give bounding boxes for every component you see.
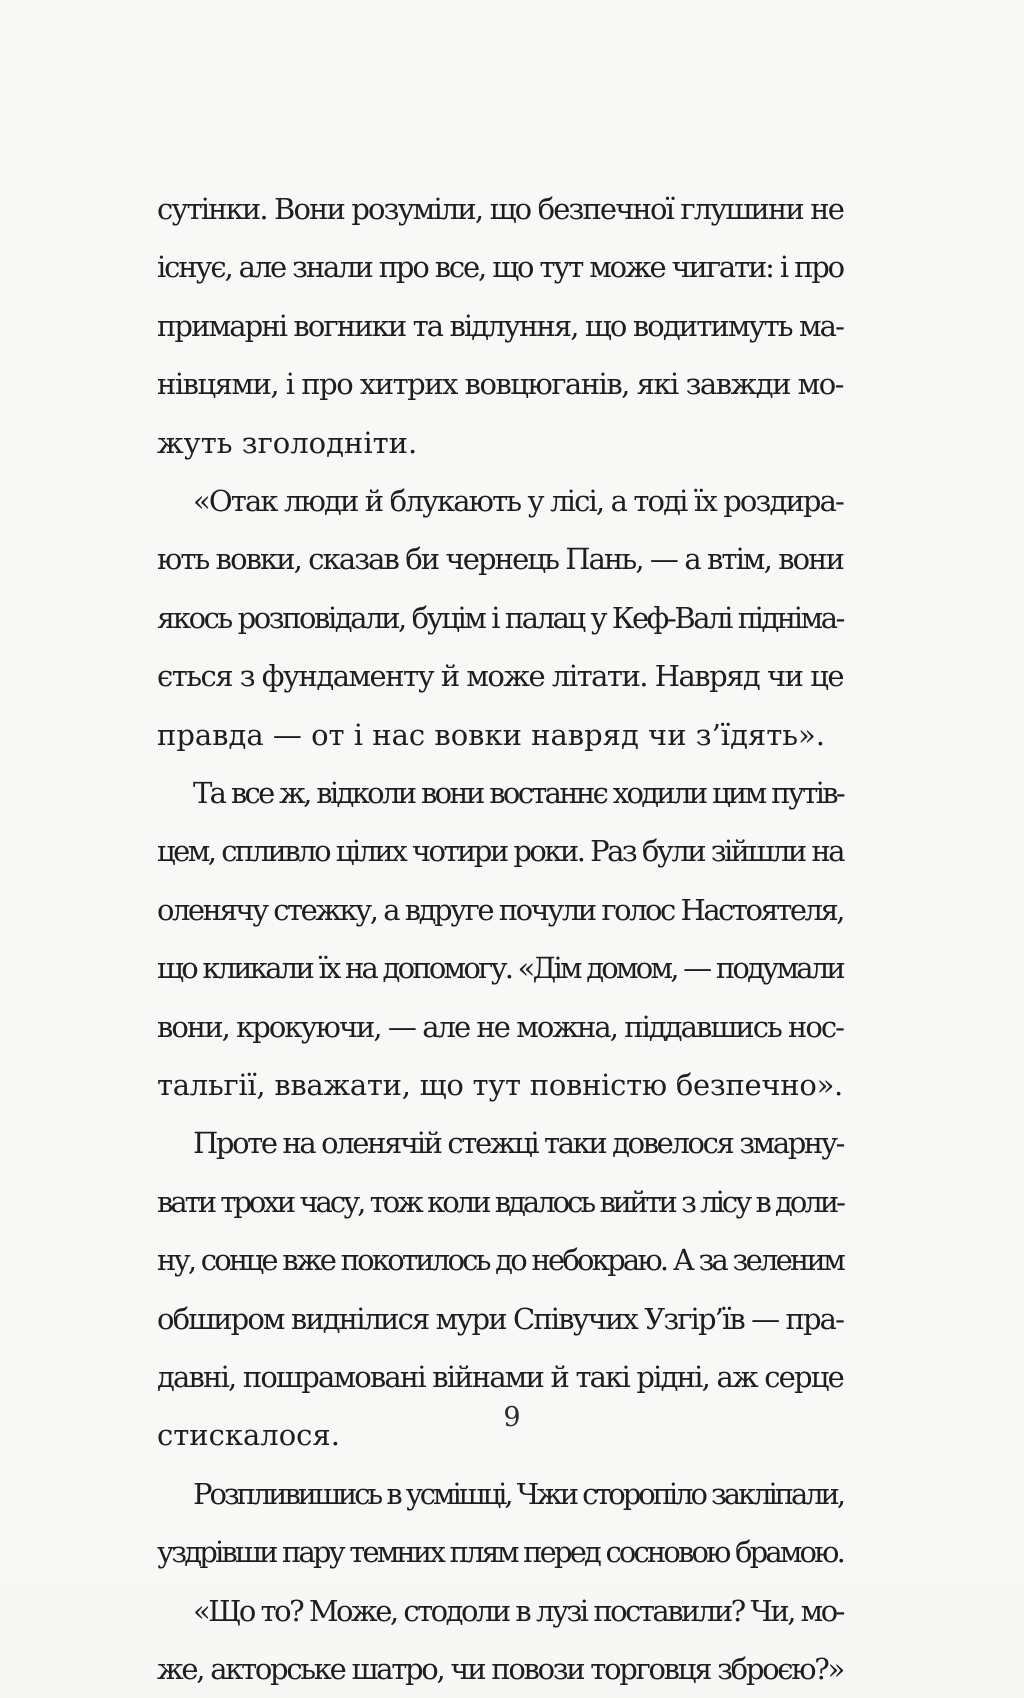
text-line: вати трохи часу, тож коли вдалось вийти з лісу в доли- (157, 1184, 843, 1219)
text-line: існує, але знали про все, що тут може чигати: і про (157, 250, 843, 285)
text-line: давні, пошрамовані війнами й такі рідні, аж серце (157, 1360, 843, 1394)
text-line: вони, крокуючи, — але не можна, піддавшись нос- (157, 1009, 844, 1044)
text-line: обширом виднілися мури Співучих Узгір’їв — пра- (157, 1301, 843, 1336)
text-line: ють вовки, сказав би чернець Пань, — а втім, вони (157, 542, 843, 577)
text-line: сутінки. Вони розуміли, що безпечної глушини не (157, 192, 843, 226)
text-line: Розпливишись в усмішці, Чжи сторопіло закліпали, (193, 1476, 843, 1511)
text-line: Проте на оленячій стежці таки довелося змарну- (193, 1126, 843, 1161)
text-line: же, акторське шатро, чи повози торговця зброєю?» (157, 1652, 843, 1686)
text-line: «Що то? Може, стодоли в лузі поставили? Чи, мо- (193, 1593, 843, 1628)
text-line: правда — от і нас вовки навряд чи з’їдять». (157, 717, 826, 752)
text-line: стискалося. (157, 1418, 340, 1453)
text-line: жуть зголодніти. (157, 425, 418, 460)
text-line: уздрівши пару темних плям перед сосновою брамою. (157, 1535, 843, 1570)
page-number: 9 (503, 1402, 521, 1433)
text-line: цем, спливло цілих чотири роки. Раз були зійшли на (157, 834, 843, 869)
text-line: ну, сонце вже покотилось до небокраю. А за зеленим (157, 1243, 843, 1278)
text-line: Та все ж, відколи вони востаннє ходили цим путів- (193, 776, 843, 810)
text-line: нівцями, і про хитрих вовцюганів, які завжди мо- (157, 367, 843, 402)
text-line: тальгії, вважати, що тут повністю безпечно». (157, 1068, 843, 1102)
text-line: ється з фундаменту й може літати. Навряд чи це (157, 659, 843, 694)
text-line: оленячу стежку, а вдруге почули голос Настоятеля, (157, 892, 843, 927)
text-line: «Отак люди й блукають у лісі, а тоді їх роздира- (193, 484, 843, 518)
text-line: що кликали їх на допомогу. «Дім домом, — подумали (157, 951, 843, 986)
text-line: примарні вогники та відлуння, що водитимуть ма- (157, 308, 843, 343)
text-line: якось розповідали, буцім і палац у Кеф-Валі підніма- (157, 600, 843, 635)
